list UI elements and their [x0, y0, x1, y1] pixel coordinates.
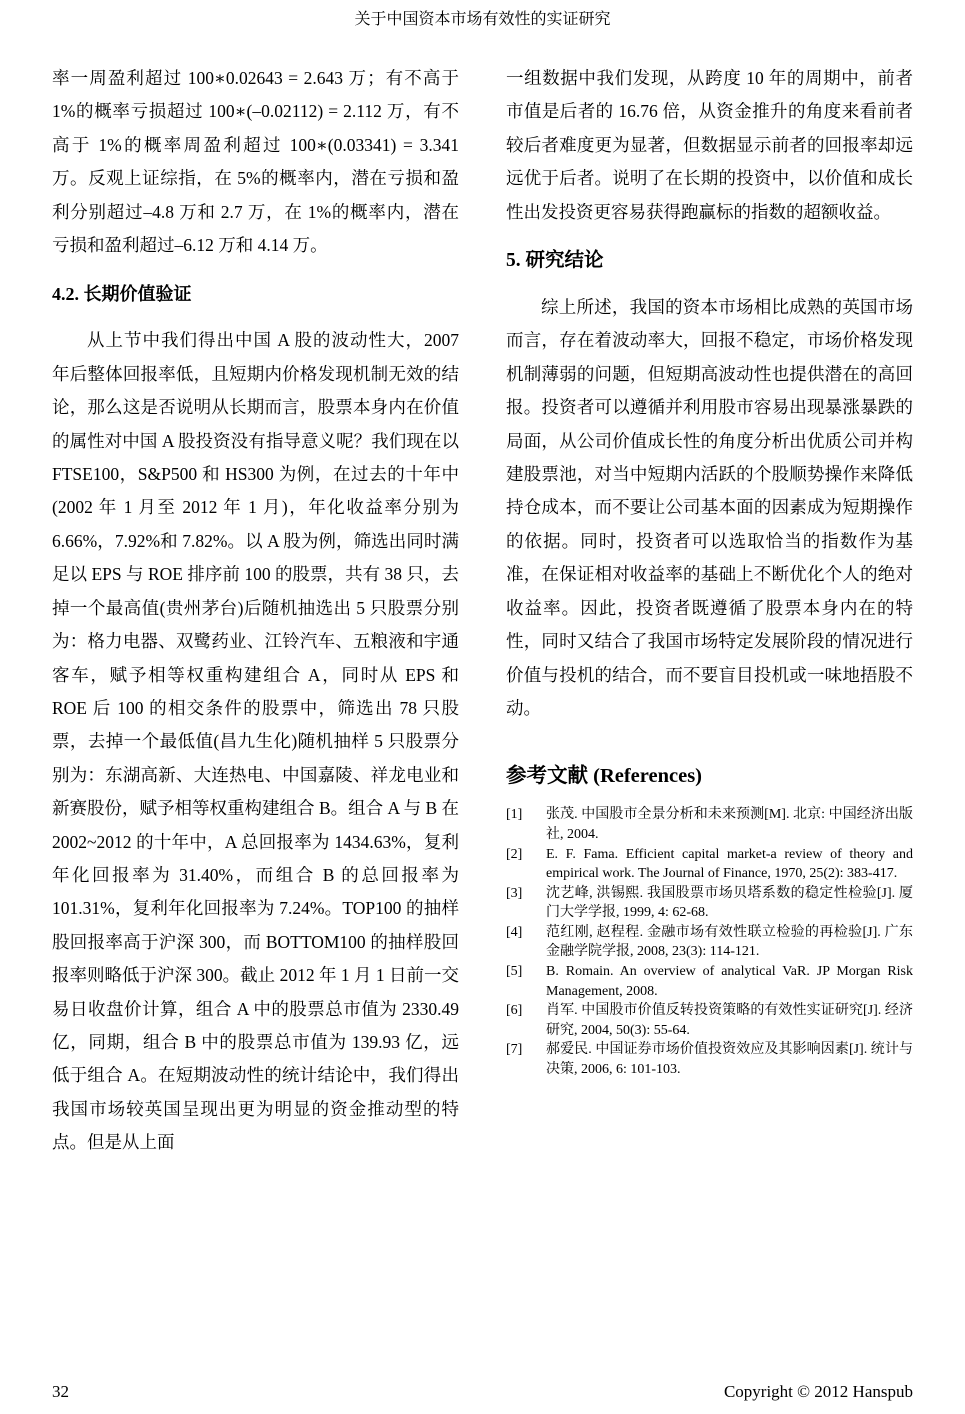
reference-number: [3] [506, 885, 523, 901]
page-footer [52, 1381, 913, 1402]
reference-item [506, 1001, 913, 1040]
copyright-notice: Copyright © 2012 Hanspub [723, 1382, 913, 1401]
reference-text: 郝爱民. 中国证券市场价值投资效应及其影响因素[J]. 统计与决策, 2006, 6: 101-103. [546, 1042, 913, 1078]
left-column [52, 62, 459, 1160]
reference-item [506, 805, 913, 844]
reference-text: 范红刚, 赵程程. 金融市场有效性联立检验的再检验[J]. 广东金融学院学报, 2008, 23(3): 114-121. [546, 924, 913, 960]
reference-number: [7] [506, 1042, 523, 1058]
reference-item [506, 923, 913, 962]
running-header-title: 关于中国资本市场有效性的实证研究 [354, 11, 611, 28]
paragraph-risk-results: 率一周盈利超过 100∗0.02643 = 2.643 万；有不高于 1%的概率亏损超过 100∗(–0.02112) = 2.112 万，有不高于 1%的概率周盈利超过 100∗(0.03341) = 3.341 万。反观上证综指，在 5%的概率内，潜在亏损和盈利分别超过–4.8 万和 2.7 万，在 1%的概率内，潜在亏损和盈利超过–6.12 万和 4.14 万。 [52, 68, 459, 256]
reference-item [506, 845, 913, 884]
reference-number: [2] [506, 846, 523, 862]
reference-number: [1] [506, 807, 523, 823]
reference-number: [5] [506, 964, 523, 980]
paragraph-comparison: 一组数据中我们发现，从跨度 10 年的周期中，前者市值是后者的 16.76 倍，从资金推升的角度来看前者较后者难度更为显著，但数据显示前者的回报率却远远优于后者。说明了在长期的投资中，以价值和成长性出发投资更容易获得跑赢标的指数的超额收益。 [506, 68, 913, 222]
section-heading-5: 5. 研究结论 [506, 250, 604, 272]
reference-item [506, 884, 913, 923]
paragraph-long-term-value: 从上节中我们得出中国 A 股的波动性大，2007 年后整体回报率低，且短期内价格发现机制无效的结论，那么这是否说明从长期而言，股票本身内在价值的属性对中国 A 股投资没有指导意义呢？我们现在以 FTSE100，S&P500 和 HS300 为例，在过去的十年中(2002 年 1 月至 2012 年 1 月)，年化收益率分别为 6.66%，7.92%和 7.82%。以 A 股为例，筛选出同时满足以 EPS 与 ROE 排序前 100 的股票，共有 38 只，去掉一个最高值(贵州茅台)后随机抽选出 5 只股票分别为：格力电器、双鹭药业、江铃汽车、五粮液和宇通客车，赋予相等权重构建组合 A，同时从 EPS 和 ROE 后 100 的相交条件的股票中，筛选出 78 只股票，去掉一个最低值(昌九生化)随机抽样 5 只股票分别为：东湖高新、大连热电、中国嘉陵、祥龙电业和新赛股份，赋予相等权重构建组合 B。组合 A 与 B 在 2002~2012 的十年中，A 总回报率为 1434.63%，复利年化回报率为 31.40%，而组合 B 的总回报率为 101.31%，复利年化回报率为 7.24%。TOP100 的抽样股回报率高于沪深 300，而 BOTTOM100 的抽样股回报率则略低于沪深 300。截止 2012 年 1 月 1 日前一交易日收盘价计算，组合 A 中的股票总市值为 2330.49 亿，同期，组合 B 中的股票总市值为 139.93 亿，远低于组合 A。在短期波动性的统计结论中，我们得出我国市场较英国呈现出更为明显的资金推动型的特点。但是从上面 [52, 330, 459, 1153]
right-column [506, 62, 913, 1160]
content-columns [52, 62, 913, 1160]
reference-item [506, 1040, 913, 1079]
references-list [506, 805, 913, 1079]
section-heading-4-2: 4.2. 长期价值验证 [52, 284, 192, 305]
reference-text: 沈艺峰, 洪锡熙. 我国股票市场贝塔系数的稳定性检验[J]. 厦门大学学报, 1999, 4: 62-68. [546, 885, 913, 921]
reference-text: 肖军. 中国股市价值反转投资策略的有效性实证研究[J]. 经济研究, 2004, 50(3): 55-64. [546, 1003, 913, 1038]
page-number: 32 [52, 1382, 69, 1401]
reference-number: [6] [506, 1003, 523, 1019]
paragraph-conclusion: 综上所述，我国的资本市场相比成熟的英国市场而言，存在着波动率大，回报不稳定，市场价格发现机制薄弱的问题，但短期高波动性也提供潜在的高回报。投资者可以遵循并利用股市容易出现暴涨暴跌的局面，从公司价值成长性的角度分析出优质公司并构建股票池，对当中短期内活跃的个股顺势操作来降低持仓成本，而不要让公司基本面的因素成为短期操作的依据。同时，投资者可以选取恰当的指数作为基准，在保证相对收益率的基础上不断优化个人的绝对收益率。因此，投资者既遵循了股票本身内在的特性，同时又结合了我国市场特定发展阶段的情况进行价值与投机的结合，而不要盲目投机或一味地捂股不动。 [506, 297, 913, 718]
reference-item [506, 962, 913, 1001]
reference-text: 张茂. 中国股市全景分析和未来预测[M]. 北京: 中国经济出版社, 2004. [546, 807, 913, 842]
references-heading: 参考文献 (References) [506, 765, 703, 788]
reference-number: [4] [506, 924, 523, 940]
reference-text: E. F. Fama. Efficient capital market-a review of theory and empirical work. The Journal of Finance, 1970, 25(2): 383-417. [546, 846, 913, 882]
reference-text: B. Romain. An overview of analytical VaR. JP Morgan Risk Management, 2008. [546, 964, 913, 999]
